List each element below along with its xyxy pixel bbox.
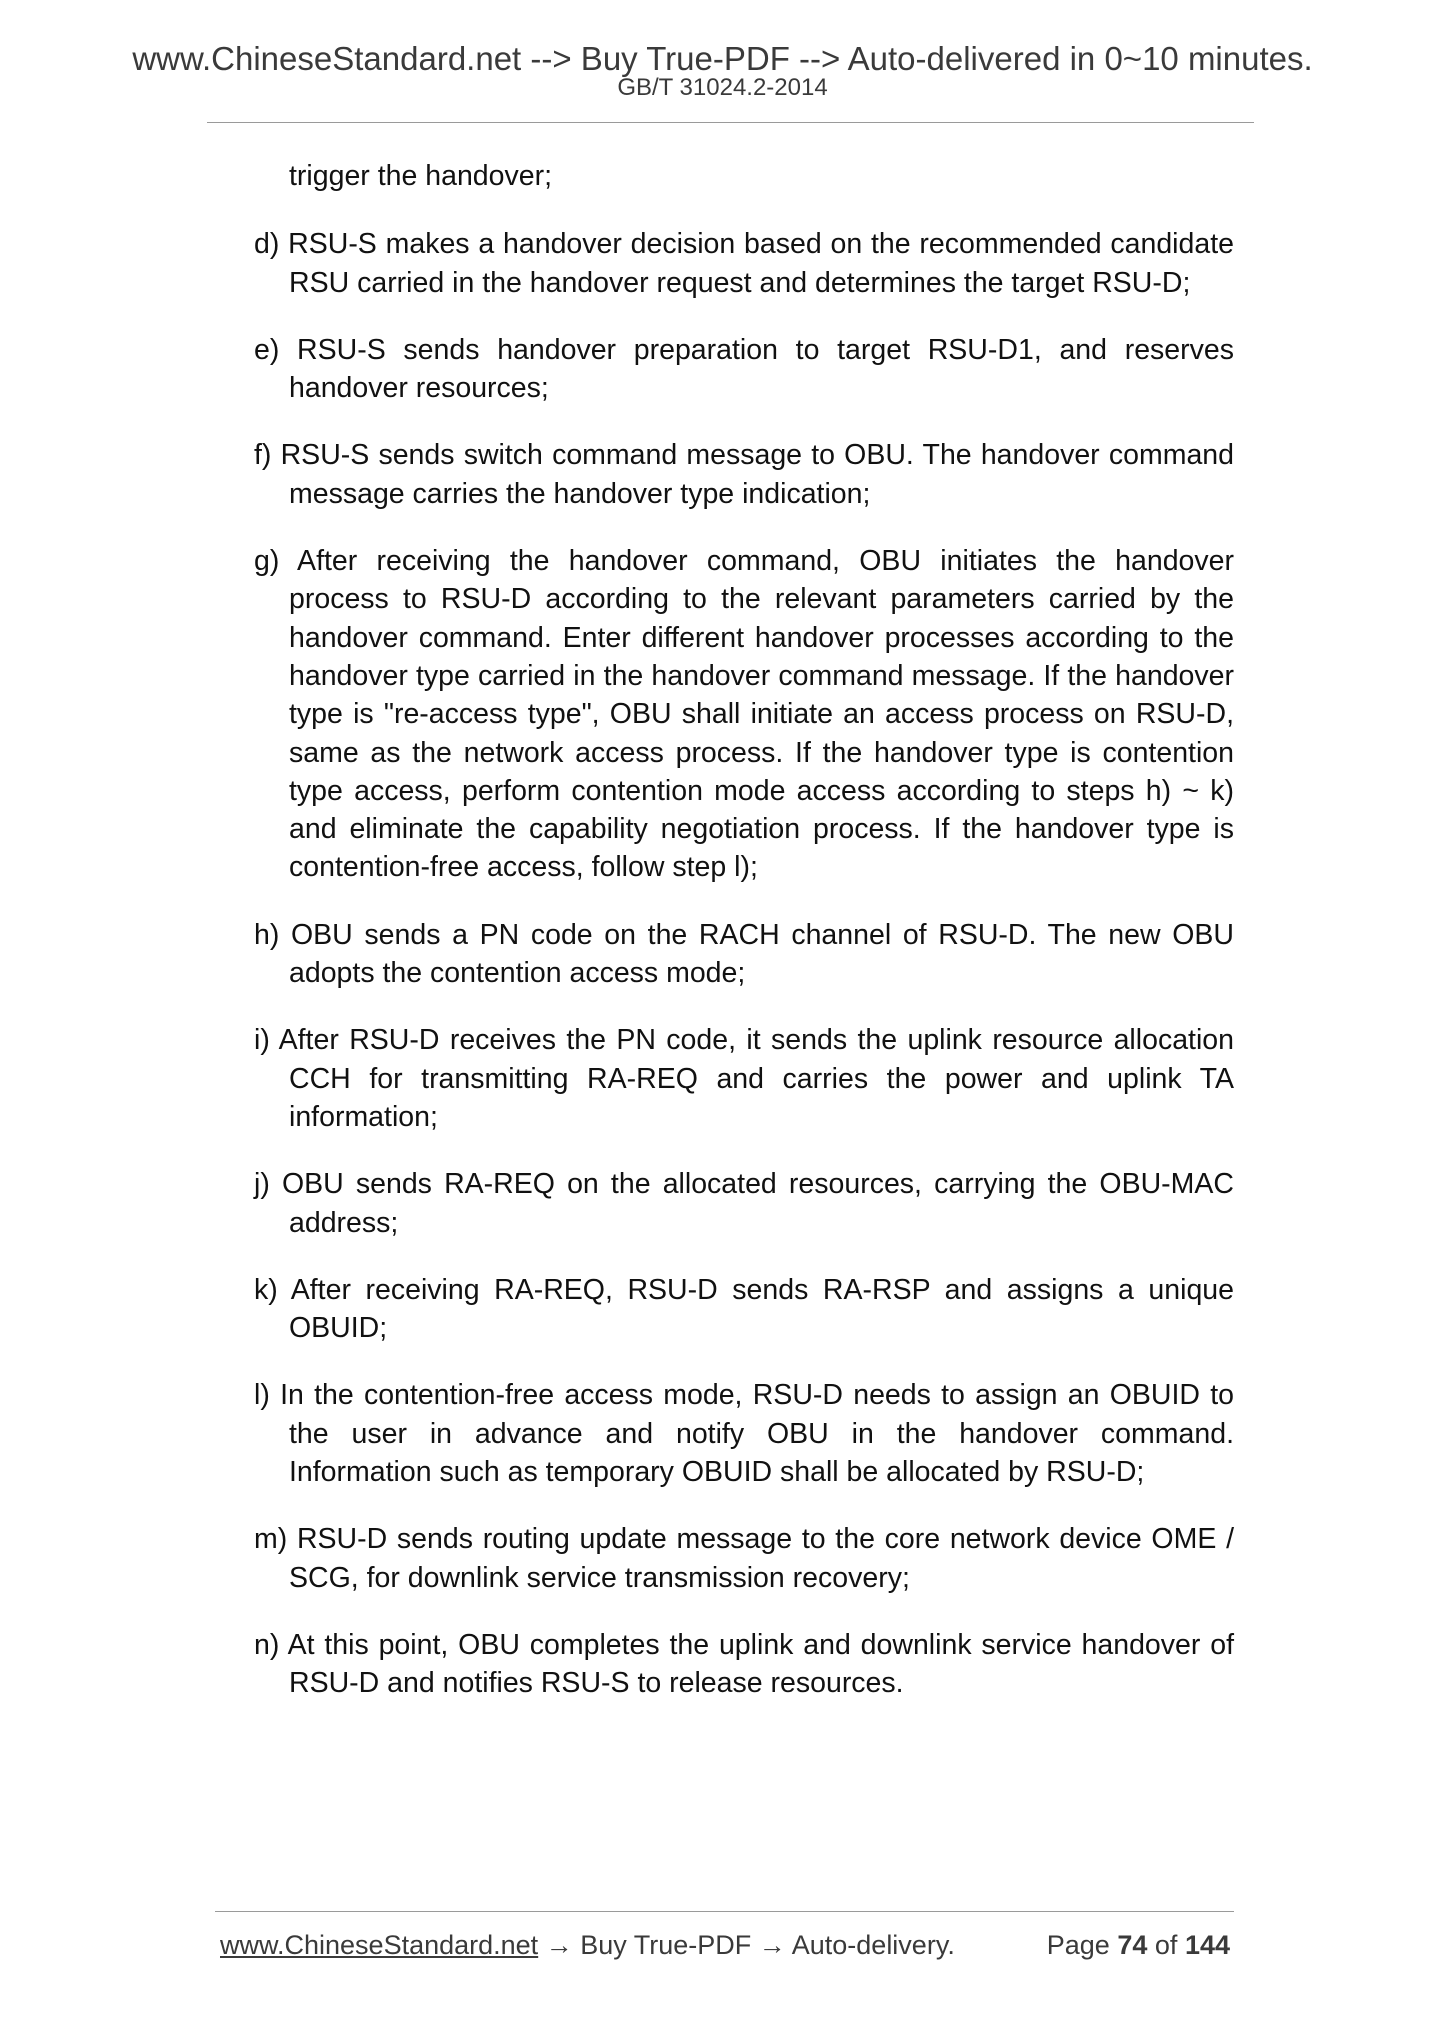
list-item-l: l) In the contention-free access mode, RSU-D needs to assign an OBUID to the user in advance and notify OBU in the handover command. Information such as temporary OBUID shall be allocated by RSU-D; <box>254 1379 1234 1489</box>
list-item-n: n) At this point, OBU completes the uplink and downlink service handover of RSU-D and notifies RSU-S to release resources. <box>254 1628 1234 1700</box>
footer-tagline: → Buy True-PDF → Auto-delivery. <box>538 1930 955 1960</box>
top-banner-link[interactable]: www.ChineseStandard.net --> Buy True-PDF --> Auto-delivered in 0~10 minutes. <box>132 40 1313 77</box>
page-footer <box>220 1925 1230 1965</box>
list-item-f: f) RSU-S sends switch command message to OBU. The handover command message carries the handover type indication; <box>254 439 1234 510</box>
list-item-k: k) After receiving RA-REQ, RSU-D sends RA-RSP and assigns a unique OBUID; <box>254 1273 1234 1345</box>
page-label: Page <box>1046 1930 1110 1960</box>
list-item-i: i) After RSU-D receives the PN code, it sends the uplink resource allocation CCH for transmitting RA-REQ and carries the power and uplink TA information; <box>254 1024 1234 1133</box>
list-item-d: d) RSU-S makes a handover decision based on the recommended candidate RSU carried in the handover request and determines the target RSU-D; <box>254 228 1234 299</box>
list-item-e: e) RSU-S sends handover preparation to target RSU-D1, and reserves handover resources; <box>254 333 1234 405</box>
footer-site-link[interactable]: www.ChineseStandard.net <box>220 1930 539 1960</box>
of-label: of <box>1154 1930 1178 1960</box>
list-item-m: m) RSU-D sends routing update message to the core network device OME / SCG, for downlink service transmission recovery; <box>254 1523 1234 1594</box>
list-item-g: g) After receiving the handover command, OBU initiates the handover process to RSU-D according to the relevant parameters carried by the handover command. Enter different handover processes according to the handover type carried in the handover command message. If the handover type is "re-access type", OBU shall initiate an access process on RSU-D, same as the network access process. If the handover type is contention type access, perform contention mode access according to steps h) ~ k) and eliminate the capability negotiation process. If the handover type is contention-free access, follow step l); <box>254 545 1234 884</box>
continuation-text: trigger the handover; <box>289 160 552 192</box>
list-item-h: h) OBU sends a PN code on the RACH channel of RSU-D. The new OBU adopts the contention access mode; <box>254 918 1234 990</box>
footer-left <box>220 1925 955 1965</box>
document-body <box>254 157 1234 1732</box>
list-item-j: j) OBU sends RA-REQ on the allocated resources, carrying the OBU-MAC address; <box>254 1168 1234 1239</box>
document-id: GB/T 31024.2-2014 <box>617 74 828 101</box>
footer-divider <box>215 1911 1234 1912</box>
total-pages: 144 <box>1184 1930 1230 1960</box>
header-divider <box>207 122 1254 123</box>
page-number: 74 <box>1117 1930 1148 1960</box>
page-indicator <box>1047 1925 1230 1965</box>
